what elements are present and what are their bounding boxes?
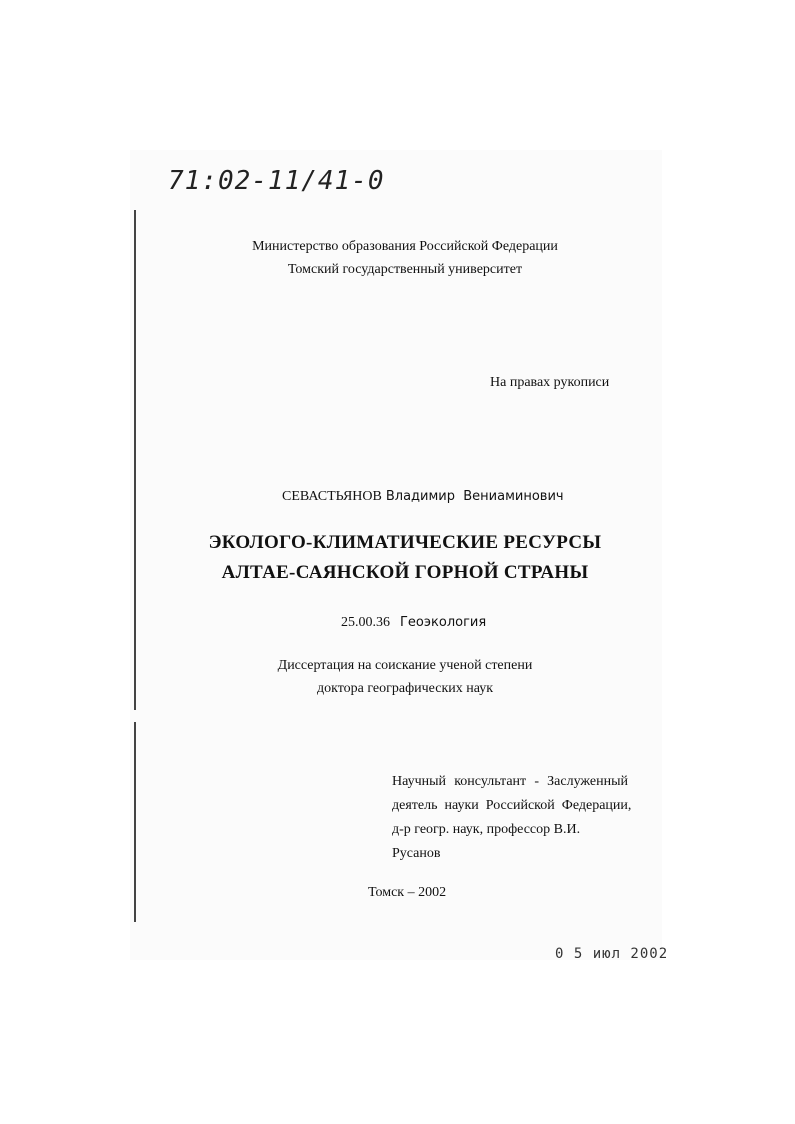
- consultant-line-2: деятель науки Российской Федерации,: [392, 798, 632, 813]
- rights-note: На правах рукописи: [490, 375, 610, 390]
- receipt-stamp-date: 0 5 июл 2002: [555, 946, 669, 960]
- archive-code: 71:02-11/41-0: [168, 166, 385, 196]
- university-line: Томский государственный университет: [287, 262, 523, 277]
- scan-edge-line-lower: [134, 722, 136, 922]
- title-line-2: АЛТАЕ-САЯНСКОЙ ГОРНОЙ СТРАНЫ: [221, 562, 589, 583]
- author-line: [282, 487, 564, 505]
- consultant-block: [392, 770, 632, 866]
- consultant-line-3: д-р геогр. наук, профессор В.И. Русанов: [392, 822, 581, 861]
- specialty-code: 25.00.36: [341, 615, 390, 630]
- ministry-line: Министерство образования Российской Федерации: [252, 239, 558, 254]
- specialty-line: [341, 613, 486, 631]
- specialty-name: Геоэкология: [400, 615, 487, 630]
- place-year: Томск – 2002: [368, 885, 447, 900]
- degree-line-1: Диссертация на соискание ученой степени: [277, 658, 533, 673]
- scan-edge-line-upper: [134, 210, 136, 710]
- title-line-1: ЭКОЛОГО-КЛИМАТИЧЕСКИЕ РЕСУРСЫ: [208, 532, 602, 553]
- author-surname: СЕВАСТЬЯНОВ: [282, 489, 382, 504]
- degree-line-2: доктора географических наук: [316, 681, 494, 696]
- author-given-names: Владимир Вениаминович: [385, 489, 564, 504]
- consultant-line-1: Научный консультант - Заслуженный: [392, 774, 628, 789]
